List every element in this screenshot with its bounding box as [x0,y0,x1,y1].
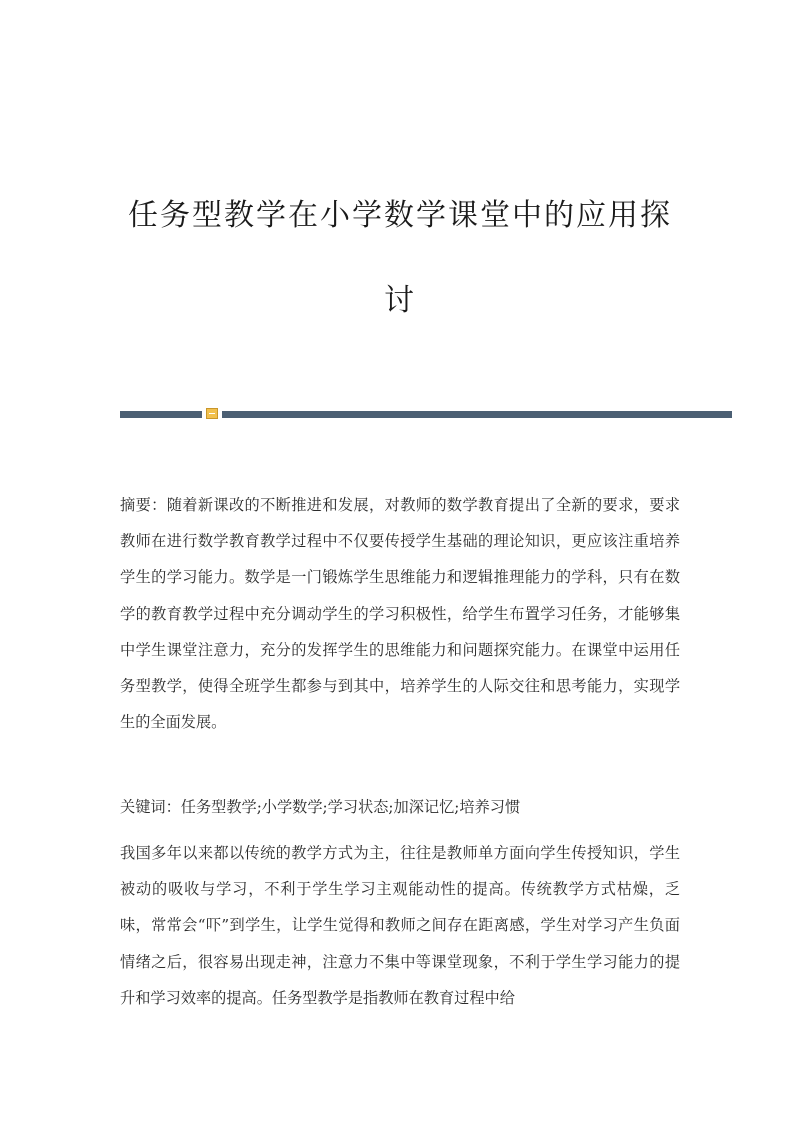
abstract-paragraph [120,487,680,740]
keywords-label: 关键词： [120,798,181,816]
note-mark-icon [206,408,218,419]
abstract-text: 随着新课改的不断推进和发展，对教师的数学教育提出了全新的要求，要求教师在进行数学教育教学过程中不仅要传授学生基础的理论知识，更应该注重培养学生的学习能力。数学是一门锻炼学生思维能力和逻辑推理能力的学科，只有在数学的教育教学过程中充分调动学生的学习积极性，给学生布置学习任务，才能够集中学生课堂注意力，充分的发挥学生的思维能力和问题探究能力。在课堂中运用任务型教学，使得全班学生都参与到其中，培养学生的人际交往和思考能力，实现学生的全面发展。 [120,496,681,732]
keywords-paragraph [120,789,680,825]
document-title-line-2: 讨 [384,283,416,318]
keywords-text: 任务型教学;小学数学;学习状态;加深记忆;培养习惯 [180,798,521,816]
intro-text: 我国多年以来都以传统的教学方式为主，往往是教师单方面向学生传授知识，学生被动的吸收与学习，不利于学生学习主观能动性的提高。传统教学方式枯燥，乏味，常常会“吓”到学生，让学生觉得和教师之间存在距离感，学生对学习产生负面情绪之后，很容易出现走神，注意力不集中等课堂现象，不利于学生学习能力的提升和学习效率的提高。任务型教学是指教师在教育过程中给 [120,844,680,1007]
divider-bar-right [222,411,732,418]
title-divider [120,408,732,418]
document-title-line-1: 任务型教学在小学数学课堂中的应用探 [128,198,672,233]
divider-bar-left [120,411,202,418]
intro-paragraph [120,835,680,1016]
abstract-label: 摘要： [120,496,167,514]
